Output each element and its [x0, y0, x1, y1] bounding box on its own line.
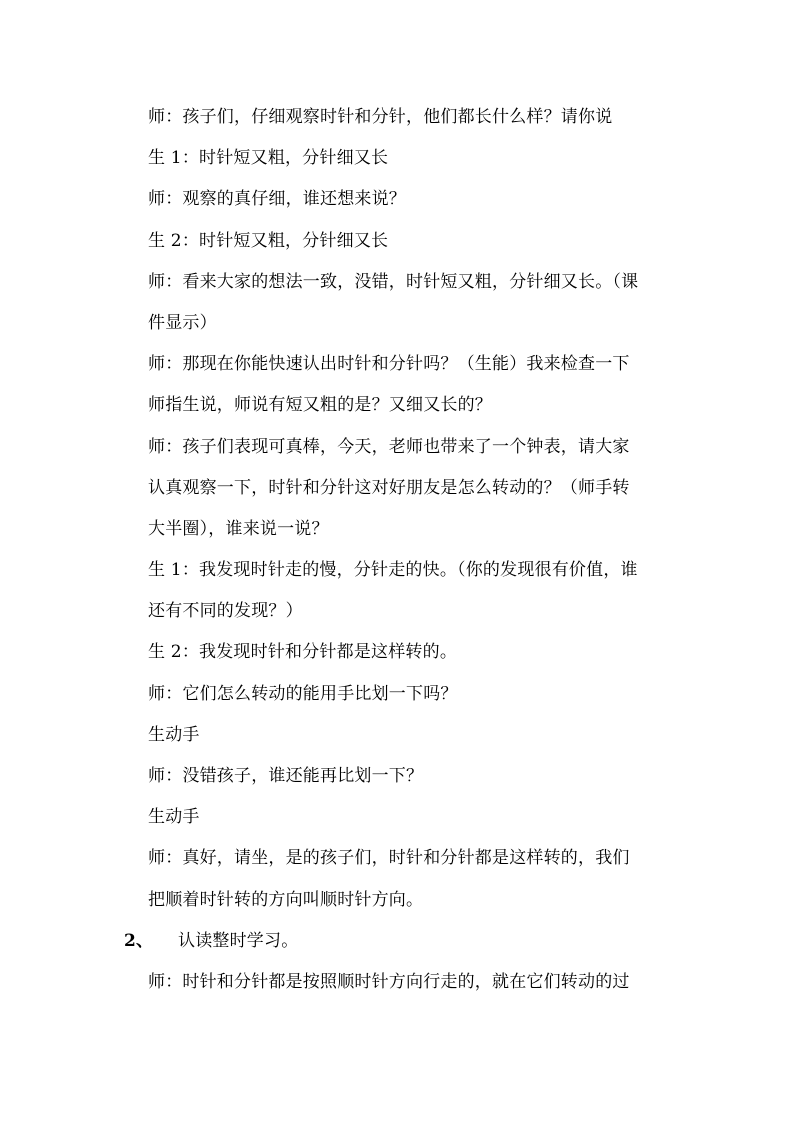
text-line: 师：那现在你能快速认出时针和分针吗？（生能）我来检查一下 [148, 354, 630, 375]
text-line: 师：没错孩子，谁还能再比划一下？ [148, 766, 424, 786]
text-line: 认真观察一下，时针和分针这对好朋友是怎么转动的？（师手转 [148, 477, 630, 498]
text-line: 还有不同的发现？） [148, 601, 303, 622]
text-line: 件显示） [148, 312, 217, 333]
text-line: 师：孩子们，仔细观察时针和分针，他们都长什么样？请你说 [148, 107, 613, 127]
text-line: 师：孩子们表现可真棒，今天，老师也带来了一个钟表，请大家 [148, 436, 630, 457]
text-line: 师：观察的真仔细，谁还想来说？ [148, 189, 406, 210]
text-line: 师：看来大家的想法一致，没错，时针短又粗，分针细又长。（课 [148, 271, 639, 292]
text-line: 把顺着时针转的方向叫顺时针方向。 [148, 889, 424, 910]
section-number: 2、 [124, 930, 154, 951]
text-line: 师：真好，请坐，是的孩子们，时针和分针都是这样转的，我们 [148, 848, 630, 869]
section-heading [124, 927, 688, 968]
text-line: 师：它们怎么转动的能用手比划一下吗？ [148, 683, 458, 704]
document-body [124, 103, 688, 1009]
section-title: 认读整时学习。 [178, 930, 299, 951]
text-line: 生 2：时针短又粗，分针细又长 [148, 230, 389, 251]
text-line: 生 2：我发现时针和分针都是这样转的。 [148, 642, 458, 663]
text-line: 生动手 [148, 807, 200, 828]
text-line: 生 1：时针短又粗，分针细又长 [148, 148, 389, 169]
text-line: 生动手 [148, 724, 200, 745]
text-line: 生 1：我发现时针走的慢，分针走的快。（你的发现很有价值，谁 [148, 560, 638, 581]
text-line: 师指生说，师说有短又粗的是？又细又长的？ [148, 395, 492, 416]
text-line: 师：时针和分针都是按照顺时针方向行走的，就在它们转动的过 [148, 971, 630, 992]
text-line: 大半圈），谁来说一说？ [148, 518, 329, 539]
